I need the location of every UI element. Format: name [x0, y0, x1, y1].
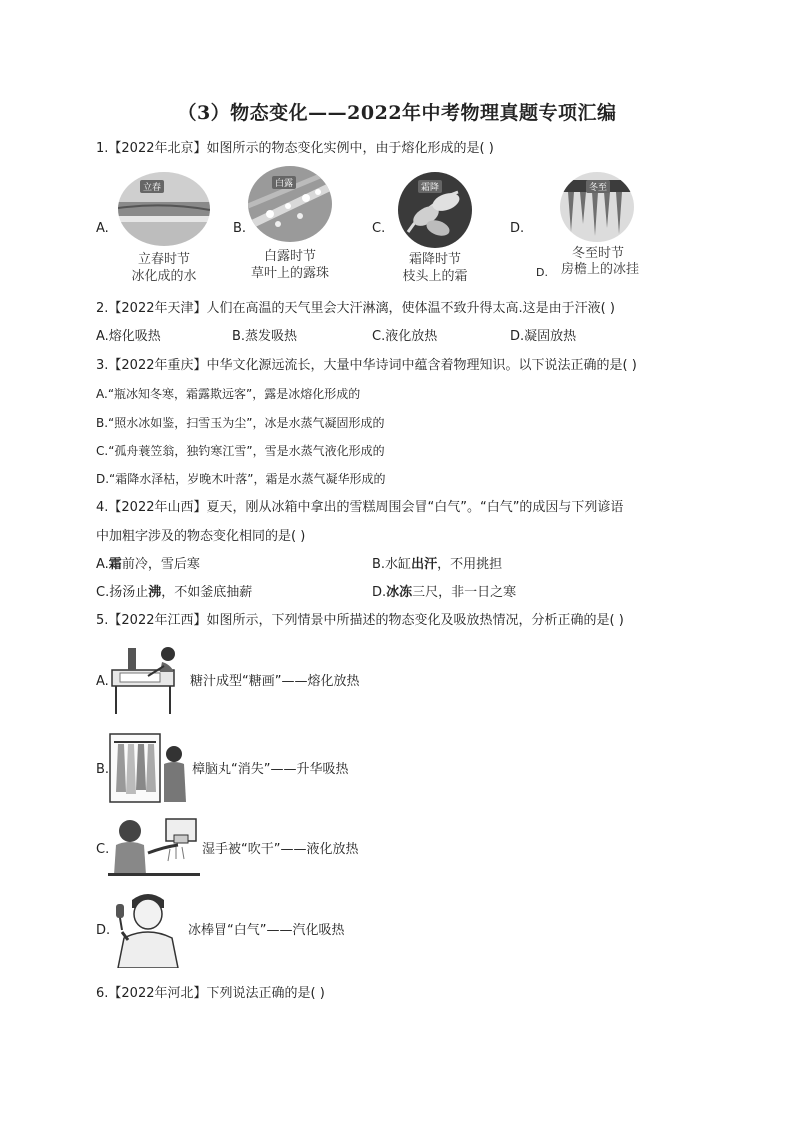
q4-option-c-bold: 沸 — [148, 585, 162, 600]
q4-option-a-prefix: A. — [96, 557, 109, 572]
q5-option-a-description: 糖汁成型“糖画”——熔化放热 — [190, 674, 360, 689]
question-6-text: 6.【2022年河北】下列说法正确的是( ) — [96, 986, 325, 1001]
q3-option-d[interactable]: D.“霜降水泽枯，岁晚木叶落”，霜是水蒸气凝华形成的 — [96, 472, 386, 486]
q4-option-b-prefix: B.水缸 — [372, 557, 412, 572]
question-4-text-line-2: 中加粗字涉及的物态变化相同的是( ) — [96, 529, 306, 544]
q1-option-d-caption-1: 冬至时节 — [571, 246, 624, 261]
q2-option-a[interactable]: A.熔化吸热 — [96, 329, 161, 344]
q5-option-b-description: 樟脑丸“消失”——升华吸热 — [192, 762, 349, 777]
q1-option-d-caption-2: 房檐上的冰挂 — [560, 262, 639, 277]
q4-option-b-bold: 出汗 — [411, 557, 438, 572]
q1-option-b-caption-1: 白露时节 — [263, 249, 316, 264]
q1-option-a-caption-1: 立春时节 — [137, 252, 190, 267]
q5-option-d-letter[interactable]: D. — [96, 923, 111, 938]
q1-option-d-letter[interactable]: D. — [510, 221, 525, 236]
q1-option-d-sublabel: D. — [536, 266, 548, 279]
q4-option-d-bold: 冰冻 — [386, 585, 413, 600]
q5-option-d-description: 冰棒冒“白气”——汽化吸热 — [188, 923, 345, 938]
question-5-text: 5.【2022年江西】如图所示，下列情景中所描述的物态变化及吸放热情况，分析正确的是( ) — [96, 613, 624, 628]
q1-option-a-caption-2: 冰化成的水 — [131, 269, 197, 284]
q1-option-c-tag: 霜降 — [418, 180, 442, 193]
q4-option-a-bold: 霜 — [108, 557, 122, 572]
q5-option-a-letter[interactable]: A. — [96, 674, 109, 689]
q4-option-b-rest: ，不用挑担 — [437, 557, 503, 572]
q5-option-c-hand-dryer-image — [108, 815, 200, 877]
q4-option-d-prefix: D. — [372, 585, 387, 600]
q4-option-a[interactable] — [96, 556, 200, 574]
q4-option-c[interactable] — [96, 584, 252, 602]
q5-option-b-wardrobe-image — [108, 732, 190, 804]
q5-option-a-sugar-painting-image — [108, 640, 188, 716]
question-4-text-line-1: 4.【2022年山西】夏天，刚从冰箱中拿出的雪糕周围会冒“白气”。“白气”的成因与下列谚语 — [96, 500, 624, 515]
question-3-text: 3.【2022年重庆】中华文化源远流长，大量中华诗词中蕴含着物理知识。以下说法正确的是( ) — [96, 358, 637, 373]
q1-option-c-caption-2: 枝头上的霜 — [402, 269, 468, 284]
q1-option-d-tag: 冬至 — [586, 180, 610, 193]
page-title: （3）物态变化——2022年中考物理真题专项汇编 — [177, 102, 617, 124]
q1-option-b-caption-2: 草叶上的露珠 — [250, 266, 329, 281]
q1-option-c-caption-1: 霜降时节 — [408, 252, 461, 267]
q2-option-c[interactable]: C.液化放热 — [372, 329, 438, 344]
q4-option-d[interactable] — [372, 584, 516, 602]
q1-option-a-letter[interactable]: A. — [96, 221, 109, 236]
q2-option-b[interactable]: B.蒸发吸热 — [232, 329, 298, 344]
q1-option-b-tag: 白露 — [272, 176, 296, 189]
q4-option-b[interactable] — [372, 556, 502, 574]
q4-option-c-prefix: C.扬汤止 — [96, 585, 149, 600]
q1-option-b-letter[interactable]: B. — [233, 221, 247, 236]
q5-option-c-description: 湿手被“吹干”——液化放热 — [202, 842, 359, 857]
q1-option-c-letter[interactable]: C. — [372, 221, 386, 236]
q3-option-b[interactable]: B.“照水冰如鉴，扫雪玉为尘”，冰是水蒸气凝固形成的 — [96, 416, 385, 430]
q4-option-a-rest: 前冷，雪后寒 — [121, 557, 200, 572]
q4-option-c-rest: ，不如釜底抽薪 — [161, 585, 253, 600]
q3-option-a[interactable]: A.“瓶冰知冬寒，霜露欺远客”，露是冰熔化形成的 — [96, 387, 361, 401]
q5-option-d-popsicle-image — [108, 886, 186, 968]
q2-option-d[interactable]: D.凝固放热 — [510, 329, 577, 344]
q5-option-c-letter[interactable]: C. — [96, 842, 110, 857]
question-2-text: 2.【2022年天津】人们在高温的天气里会大汗淋漓，使体温不致升得太高.这是由于汗液( ) — [96, 301, 615, 316]
q1-option-a-tag: 立春 — [140, 180, 164, 193]
q3-option-c[interactable]: C.“孤舟蓑笠翁，独钓寒江雪”，雪是水蒸气液化形成的 — [96, 444, 385, 458]
q5-option-b-letter[interactable]: B. — [96, 762, 110, 777]
q4-option-d-rest: 三尺，非一日之寒 — [412, 585, 517, 600]
question-1-text: 1.【2022年北京】如图所示的物态变化实例中，由于熔化形成的是( ) — [96, 141, 494, 156]
